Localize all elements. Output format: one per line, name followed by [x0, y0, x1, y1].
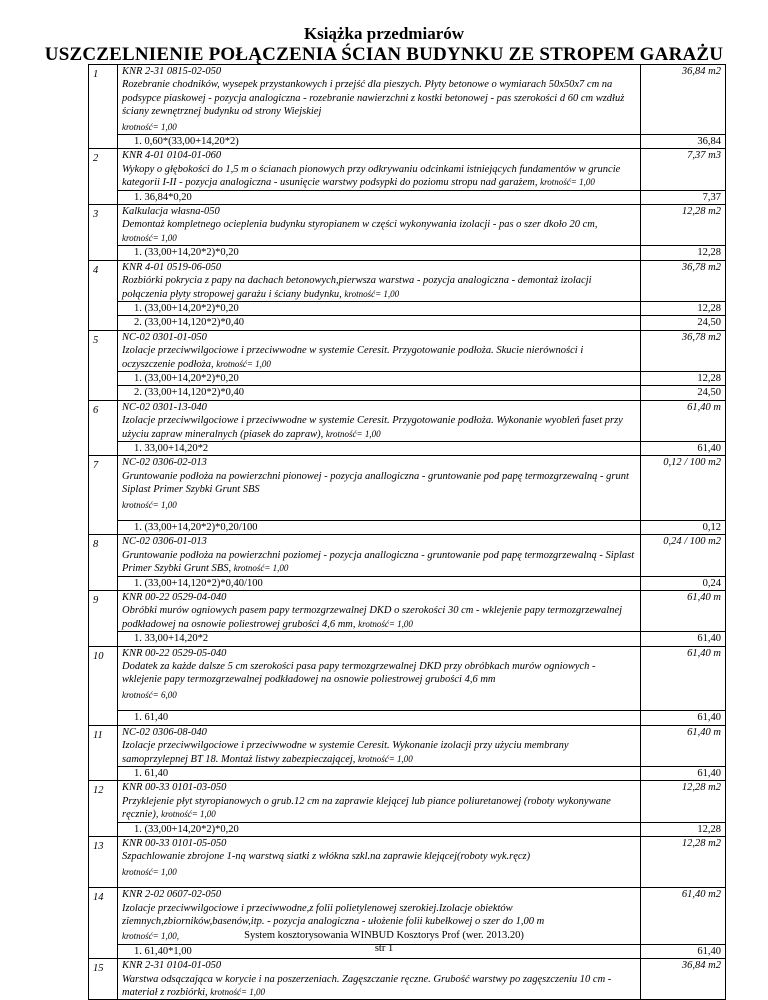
position-number: 1 — [89, 65, 118, 149]
position-description: Rozbiórki pokrycia z papy na dachach betonowych,pierwsza warstwa - pozycja analogiczna - demontaż izolacji połączenia płyty stropowej garażu i ściany budynku, — [122, 275, 592, 300]
position-content — [118, 781, 641, 822]
position-row — [89, 400, 726, 441]
calculation-expression — [118, 316, 641, 330]
position-unit-quantity: 12,28 m2 — [641, 781, 726, 822]
position-code: KNR 00-22 0529-04-040 — [122, 592, 227, 604]
position-description: Obróbki murów ogniowych pasem papy termozgrzewalnej DKD o szerokości 30 cm - wklejenie papy termozgrzewalnej podkładowej na osnowie poliestrowej grubości 4,6 mm, — [122, 605, 623, 630]
position-multiplier: krotność= 1,00 — [122, 232, 177, 243]
position-content — [118, 836, 641, 887]
calculation-row — [89, 521, 726, 535]
calculation-formula: 1. 61,40*1,00 — [134, 945, 192, 957]
calculation-row — [89, 316, 726, 330]
calculation-result: 0,12 — [641, 521, 726, 535]
position-unit-quantity: 61,40 m2 — [641, 888, 726, 945]
position-unit-quantity: 36,78 m2 — [641, 260, 726, 301]
position-content — [118, 725, 641, 766]
calculation-row — [89, 371, 726, 385]
position-content — [118, 149, 641, 190]
position-description: Izolacje przeciwwilgociowe i przeciwwodne w systemie Ceresit. Przygotowanie podłoża. Wykonanie wyobleń faset przy użyciu zapraw mineralnych (piasek do zapraw), — [122, 415, 623, 440]
position-number: 14 — [89, 888, 118, 959]
position-number: 3 — [89, 205, 118, 261]
position-row — [89, 149, 726, 190]
position-description: Izolacje przeciwwilgociowe i przeciwwodne,z folii polietylenowej szerokiej.Izolacje obiektów ziemnych,zbiorników,basenów,itp. - pozycja analogiczna - ułożenie folii kubełkowej o szer do 1,00 m — [122, 902, 545, 927]
position-description: Przyklejenie płyt styropianowych o grub.12 cm na zaprawie klejącej lub piance poliuretanowej (roboty wykonywane ręcznie), — [122, 795, 611, 821]
position-unit-quantity: 61,40 m — [641, 400, 726, 441]
position-number: 9 — [89, 591, 118, 647]
calculation-expression — [118, 246, 641, 260]
position-code: KNR 2-31 0104-01-050 — [122, 960, 222, 972]
calculation-result: 12,28 — [641, 246, 726, 260]
position-description: Izolacje przeciwwilgociowe i przeciwwodne w systemie Ceresit. Wykonanie izolacji przy użyciu membrany samoprzylepnej BT 18. Montaż listwy zabezpieczającej, — [122, 740, 569, 765]
calculation-expression — [118, 576, 641, 590]
position-multiplier: krotność= 1,00 — [325, 428, 381, 439]
calculation-row — [89, 190, 726, 204]
position-row — [89, 65, 726, 135]
position-number: 8 — [89, 535, 118, 591]
position-content — [118, 330, 641, 371]
calculation-formula: 1. 36,84*0,20 — [134, 191, 192, 203]
document-title: Książka przedmiarów — [303, 24, 465, 43]
calculation-formula: 1. (33,00+14,20*2)*0,20 — [134, 302, 239, 314]
position-description: Izolacje przeciwwilgociowe i przeciwwodne w systemie Ceresit. Przygotowanie podłoża. Skucie nierówności i oczyszczenie podłoża, — [122, 345, 584, 370]
calculation-result: 24,50 — [641, 386, 726, 400]
position-code: KNR 00-33 0101-03-050 — [122, 782, 227, 794]
position-unit-quantity: 12,28 m2 — [641, 836, 726, 887]
position-content — [118, 591, 641, 632]
position-number: 11 — [89, 725, 118, 781]
position-multiplier: krotność= 1,00 — [358, 753, 413, 764]
calculation-result: 0,24 — [641, 576, 726, 590]
calculation-row — [89, 135, 726, 149]
position-unit-quantity: 61,40 m — [641, 591, 726, 632]
position-number: 4 — [89, 260, 118, 330]
calculation-expression — [118, 386, 641, 400]
position-row — [89, 260, 726, 301]
position-code: Kalkulacja własna-050 — [122, 206, 220, 218]
calculation-result: 12,28 — [641, 822, 726, 836]
position-code: NC-02 0306-01-013 — [122, 536, 207, 548]
calculation-formula: 1. 0,60*(33,00+14,20*2) — [134, 136, 239, 148]
position-code: KNR 2-02 0607-02-050 — [122, 889, 222, 901]
position-number: 12 — [89, 781, 118, 837]
calculation-expression — [118, 301, 641, 315]
position-description: Rozebranie chodników, wysepek przystankowych i przejść dla pieszych. Płyty betonowe o wymiarach 50x50x7 cm na podsypce piaskowej - pozycja analogiczna - rozebranie nawierzchni z kostki betonowej - pas szerokości d 60 cm wzdłuż ściany zewnętrznej budynku od strony Wiejskiej — [122, 79, 625, 118]
calculation-expression — [118, 135, 641, 149]
page-footer — [0, 929, 768, 955]
position-multiplier: krotność= 1,00 — [122, 499, 177, 510]
estimate-table — [88, 64, 726, 1000]
position-content — [118, 205, 641, 246]
position-number: 10 — [89, 646, 118, 725]
calculation-result: 12,28 — [641, 371, 726, 385]
position-row — [89, 836, 726, 887]
calculation-formula: 1. (33,00+14,20*2)*0,20 — [134, 247, 239, 259]
position-description: Wykopy o głębokości do 1,5 m o ścianach pionowych przy odkrywaniu odcinkami istniejących fundamentów w gruncie kategorii I-II - pozycja analogiczna - usunięcie warstwy podsypki do poziomu stropu nad garażem, — [122, 163, 621, 189]
position-unit-quantity: 36,78 m2 — [641, 330, 726, 371]
footer-software-line: System kosztorysowania WINBUD Kosztorys Prof (wer. 2013.20) — [244, 930, 524, 941]
calculation-row — [89, 386, 726, 400]
calculation-formula: 2. (33,00+14,120*2)*0,40 — [134, 317, 245, 329]
position-number: 7 — [89, 456, 118, 535]
calculation-row — [89, 711, 726, 725]
position-content — [118, 646, 641, 711]
calculation-result: 36,84 — [641, 135, 726, 149]
calculation-expression — [118, 822, 641, 836]
position-unit-quantity: 61,40 m — [641, 725, 726, 766]
position-code: KNR 4-01 0519-06-050 — [122, 261, 222, 273]
position-multiplier: krotność= 1,00 — [210, 987, 266, 997]
position-unit-quantity: 0,24 / 100 m2 — [641, 535, 726, 576]
calculation-result: 12,28 — [641, 301, 726, 315]
position-row — [89, 535, 726, 576]
document-subtitle: USZCZELNIENIE POŁĄCZENIA ŚCIAN BUDYNKU ZE STROPEM GARAŻU — [44, 44, 724, 65]
calculation-formula: 1. (33,00+14,20*2)*0,20 — [134, 823, 239, 835]
calculation-expression — [118, 521, 641, 535]
position-code: KNR 4-01 0104-01-060 — [122, 150, 222, 162]
position-row — [89, 591, 726, 632]
footer-page-number: str 1 — [374, 943, 394, 954]
position-content — [118, 260, 641, 301]
position-description: Gruntowanie podłoża na powierzchni pionowej - pozycja anallogiczna - gruntowanie pod papę termozgrzewalną - grunt Siplast Primer Szybki Grunt SBS — [122, 470, 629, 496]
position-multiplier: krotność= 1,00 — [344, 288, 400, 299]
position-multiplier: krotność= 1,00 — [358, 618, 413, 629]
position-multiplier: krotność= 1,00, — [122, 931, 179, 942]
calculation-formula: 1. (33,00+14,20*2)*0,20/100 — [134, 522, 258, 533]
calculation-result: 24,50 — [641, 316, 726, 330]
position-code: NC-02 0306-08-040 — [122, 726, 207, 738]
calculation-formula: 1. 61,40 — [134, 712, 169, 724]
calculation-formula: 1. (33,00+14,20*2)*0,20 — [134, 372, 239, 384]
position-description: Warstwa odsączająca w korycie i na poszerzeniach. Zagęszczanie ręczne. Grubość warstwy po zagęszczeniu 10 cm - materiał z rozbiórki, — [122, 973, 612, 998]
position-code: NC-02 0306-02-013 — [122, 457, 207, 469]
position-unit-quantity: 7,37 m3 — [641, 149, 726, 190]
position-content — [118, 535, 641, 576]
position-description: Szpachlowanie zbrojone 1-ną warstwą siatki z włókna szkl.na zaprawie klejącej(roboty wyk.ręcz) — [122, 851, 531, 863]
calculation-result: 61,40 — [641, 766, 726, 780]
calculation-formula: 1. (33,00+14,120*2)*0,40/100 — [134, 577, 263, 589]
position-unit-quantity: 12,28 m2 — [641, 205, 726, 246]
position-number: 15 — [89, 959, 118, 1000]
calculation-expression — [118, 371, 641, 385]
position-row — [89, 456, 726, 521]
calculation-row — [89, 301, 726, 315]
calculation-row — [89, 441, 726, 455]
position-code: KNR 00-22 0529-05-040 — [122, 647, 227, 659]
position-multiplier: krotność= 1,00 — [216, 358, 271, 369]
position-row — [89, 330, 726, 371]
position-unit-quantity: 36,84 m2 — [641, 959, 726, 1000]
calculation-row — [89, 576, 726, 590]
position-description: Demontaż kompletnego ocieplenia budynku styropianem w części wykonywania izolacji - pas o szer dkoło 20 cm, — [122, 219, 598, 231]
position-multiplier: krotność= 1,00 — [122, 121, 177, 132]
position-code: NC-02 0301-13-040 — [122, 401, 207, 413]
position-multiplier: krotność= 1,00 — [540, 177, 595, 188]
calculation-expression — [118, 441, 641, 455]
calculation-expression — [118, 766, 641, 780]
calculation-formula: 1. 61,40 — [134, 767, 169, 779]
position-multiplier: krotność= 1,00 — [122, 866, 177, 877]
position-row — [89, 725, 726, 766]
position-unit-quantity: 0,12 / 100 m2 — [641, 456, 726, 521]
position-code: KNR 2-31 0815-02-050 — [122, 66, 222, 77]
position-unit-quantity: 61,40 m — [641, 646, 726, 711]
position-number: 6 — [89, 400, 118, 456]
position-code: KNR 00-33 0101-05-050 — [122, 837, 227, 849]
calculation-result: 61,40 — [641, 632, 726, 646]
calculation-result: 7,37 — [641, 190, 726, 204]
calculation-row — [89, 632, 726, 646]
position-multiplier: krotność= 1,00 — [161, 809, 216, 820]
calculation-row — [89, 246, 726, 260]
position-description: Dodatek za każde dalsze 5 cm szerokości pasa papy termozgrzewalnej DKD przy obróbkach murów ogniowych - wklejenie papy termozgrzewalnej podkładowej na osnowie poliestrowej grubości 4,6 mm — [122, 661, 596, 686]
calculation-expression — [118, 632, 641, 646]
calculation-result: 61,40 — [641, 944, 726, 958]
position-number: 13 — [89, 836, 118, 887]
estimate-table-body — [89, 65, 726, 1000]
calculation-formula: 1. 33,00+14,20*2 — [134, 633, 209, 645]
calculation-expression — [118, 190, 641, 204]
position-unit-quantity: 36,84 m2 — [641, 65, 726, 135]
calculation-row — [89, 822, 726, 836]
calculation-row — [89, 766, 726, 780]
position-row — [89, 781, 726, 822]
calculation-formula: 1. 33,00+14,20*2 — [134, 442, 209, 454]
position-number: 2 — [89, 149, 118, 205]
calculation-expression — [118, 711, 641, 725]
calculation-formula: 2. (33,00+14,120*2)*0,40 — [134, 387, 245, 399]
position-content — [118, 456, 641, 521]
position-multiplier: krotność= 1,00 — [233, 563, 289, 574]
position-code: NC-02 0301-01-050 — [122, 331, 207, 343]
position-multiplier: krotność= 6,00 — [122, 689, 177, 700]
position-content — [118, 400, 641, 441]
position-description: Gruntowanie podłoża na powierzchni poziomej - pozycja anallogiczna - gruntowanie pod papę termozgrzewalną - Siplast Primer Szybki Grunt SBS, — [122, 549, 635, 575]
position-content — [118, 65, 641, 135]
position-row — [89, 646, 726, 711]
position-row — [89, 205, 726, 246]
calculation-result: 61,40 — [641, 711, 726, 725]
position-number: 5 — [89, 330, 118, 400]
calculation-result: 61,40 — [641, 441, 726, 455]
